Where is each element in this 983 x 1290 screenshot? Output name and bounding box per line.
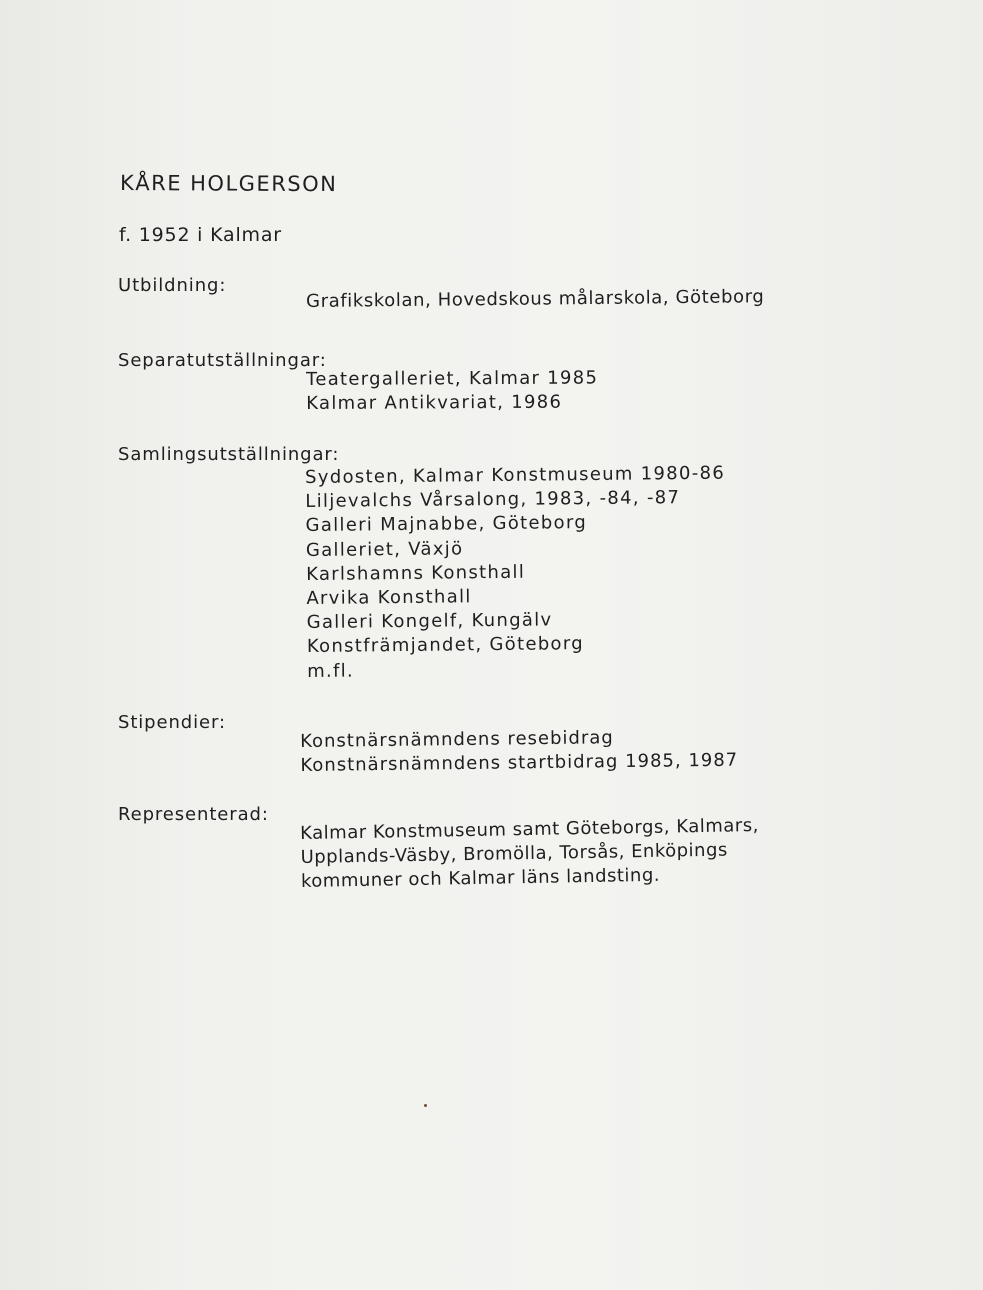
- samlings-item: Galleriet, Växjö: [305, 537, 464, 561]
- representerad-list: [300, 814, 760, 895]
- label-stipendier: Stipendier:: [118, 712, 226, 733]
- samlings-item: Galleri Kongelf, Kungälv: [306, 609, 553, 634]
- separat-item: Kalmar Antikvariat, 1986: [306, 391, 563, 415]
- utbildning-item: Grafikskolan, Hovedskous målarskola, Göteborg: [306, 286, 765, 312]
- samlings-item: Konstfrämjandet, Göteborg: [306, 633, 585, 658]
- label-samlings: Samlingsutställningar:: [118, 444, 340, 465]
- samlings-item: Liljevalchs Vårsalong, 1983, -84, -87: [305, 487, 681, 513]
- samlings-list: [305, 462, 727, 684]
- artist-name: KÅRE HOLGERSON: [119, 171, 338, 197]
- stipendier-item: Konstnärsnämndens resebidrag: [300, 727, 614, 752]
- utbildning-list: [306, 285, 764, 314]
- samlings-item: Arvika Konsthall: [306, 586, 472, 610]
- label-utbildning: Utbildning:: [118, 275, 227, 296]
- samlings-item: m.fl.: [307, 660, 355, 682]
- samlings-item: Galleri Majnabbe, Göteborg: [305, 512, 588, 537]
- representerad-item: kommuner och Kalmar läns landsting.: [300, 865, 661, 893]
- paper-speck: [424, 1104, 427, 1107]
- stipendier-item: Konstnärsnämndens startbidrag 1985, 1987: [300, 749, 739, 777]
- representerad-item: Upplands-Väsby, Bromölla, Torsås, Enköpings: [300, 839, 728, 869]
- label-separat: Separatutställningar:: [118, 350, 327, 371]
- representerad-item: Kalmar Konstmuseum samt Göteborgs, Kalmars,: [300, 814, 760, 844]
- stipendier-list: [300, 725, 738, 779]
- separat-list: [306, 366, 598, 416]
- label-representerad: Representerad:: [118, 804, 269, 825]
- samlings-item: Karlshamns Konsthall: [306, 561, 526, 585]
- separat-item: Teatergalleriet, Kalmar 1985: [306, 367, 599, 390]
- birth-info: f. 1952 i Kalmar: [119, 224, 282, 246]
- samlings-item: Sydosten, Kalmar Konstmuseum 1980-86: [305, 462, 726, 488]
